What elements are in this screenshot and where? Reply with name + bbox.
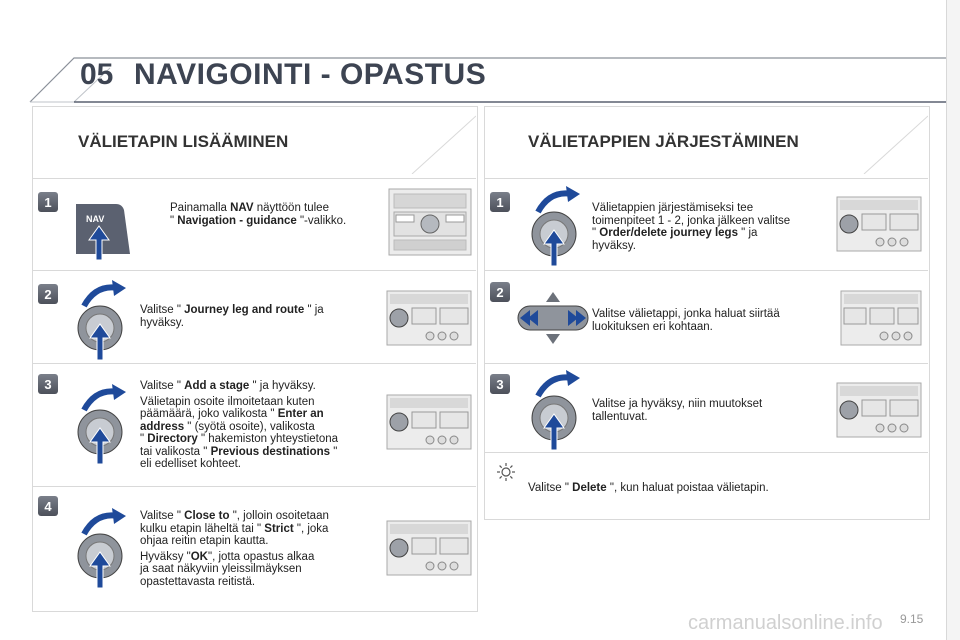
row-divider — [484, 452, 928, 453]
right-step-2-text: Valitse välietappi, jonka haluat siirtää luokituksen eri kohtaan. — [592, 308, 780, 333]
radio-panel-illustration — [836, 382, 922, 438]
radio-panel-illustration — [386, 520, 472, 576]
watermark: carmanualsonline.info — [688, 612, 883, 634]
radio-panel-illustration — [836, 196, 922, 252]
row-divider — [32, 270, 476, 271]
rotary-knob-illustration — [72, 280, 132, 360]
nav-button-label: NAV — [86, 214, 105, 224]
page-number: 9.15 — [900, 612, 924, 626]
step-number-badge: 2 — [490, 282, 510, 302]
tip-sun-icon — [496, 462, 516, 482]
step-number-badge: 4 — [38, 496, 58, 516]
row-divider — [32, 178, 476, 179]
right-step-3-text: Valitse ja hyväksy, niin muutokset tallentuvat. — [592, 398, 763, 423]
nav-button-illustration — [72, 196, 132, 262]
right-section-title: VÄLIETAPPIEN JÄRJESTÄMINEN — [528, 132, 799, 151]
page-edge-strip — [946, 0, 960, 640]
radio-panel-illustration — [388, 188, 472, 256]
radio-panel-illustration — [386, 394, 472, 450]
direction-pad-illustration — [516, 290, 590, 346]
step-number-badge: 1 — [490, 192, 510, 212]
right-step-1-text: Välietappien järjestämiseksi tee toimenpiteet 1 - 2, jonka jälkeen valitse " Order/delete journey legs " ja hyväksy. — [592, 202, 791, 252]
delete-tip-text: Valitse " Delete ", kun haluat poistaa välietapin. — [528, 482, 769, 494]
radio-panel-illustration — [840, 290, 922, 346]
step-number-badge: 3 — [490, 374, 510, 394]
step-2-text: Valitse " Journey leg and route " ja hyväksy. — [140, 304, 324, 329]
row-divider — [32, 486, 476, 487]
step-number-badge: 3 — [38, 374, 58, 394]
step-3-text: Valitse " Add a stage " ja hyväksy. Välietapin osoite ilmoitetaan kuten päämäärä, joko valikosta " Enter an address " (syötä osoite), valikosta " Directory " hakemiston yhteystietona tai valikosta " Previous destinations " eli edelliset kohteet. — [140, 380, 339, 470]
rotary-knob-illustration — [72, 508, 132, 588]
left-section-title: VÄLIETAPIN LISÄÄMINEN — [78, 132, 289, 151]
row-divider — [484, 363, 928, 364]
step-number-badge: 1 — [38, 192, 58, 212]
rotary-knob-illustration — [72, 384, 132, 464]
page-title: NAVIGOINTI - OPASTUS — [134, 58, 487, 91]
rotary-knob-illustration — [526, 370, 586, 450]
row-divider — [484, 270, 928, 271]
row-divider — [32, 363, 476, 364]
chapter-number: 05 — [80, 58, 114, 91]
row-divider — [484, 178, 928, 179]
step-4-text: Valitse " Close to ", jolloin osoitetaan kulku etapin läheltä tai " Strict ", joka ohjaa reitin etapin kautta. Hyväksy "OK", jotta opastus alkaa ja saat näkyviin yleissilmäyksen opastettavasta reitistä. — [140, 510, 329, 588]
step-number-badge: 2 — [38, 284, 58, 304]
step-1-text: Painamalla NAV näyttöön tulee " Navigation - guidance "-valikko. — [170, 202, 347, 227]
rotary-knob-illustration — [526, 186, 586, 266]
radio-panel-illustration — [386, 290, 472, 346]
